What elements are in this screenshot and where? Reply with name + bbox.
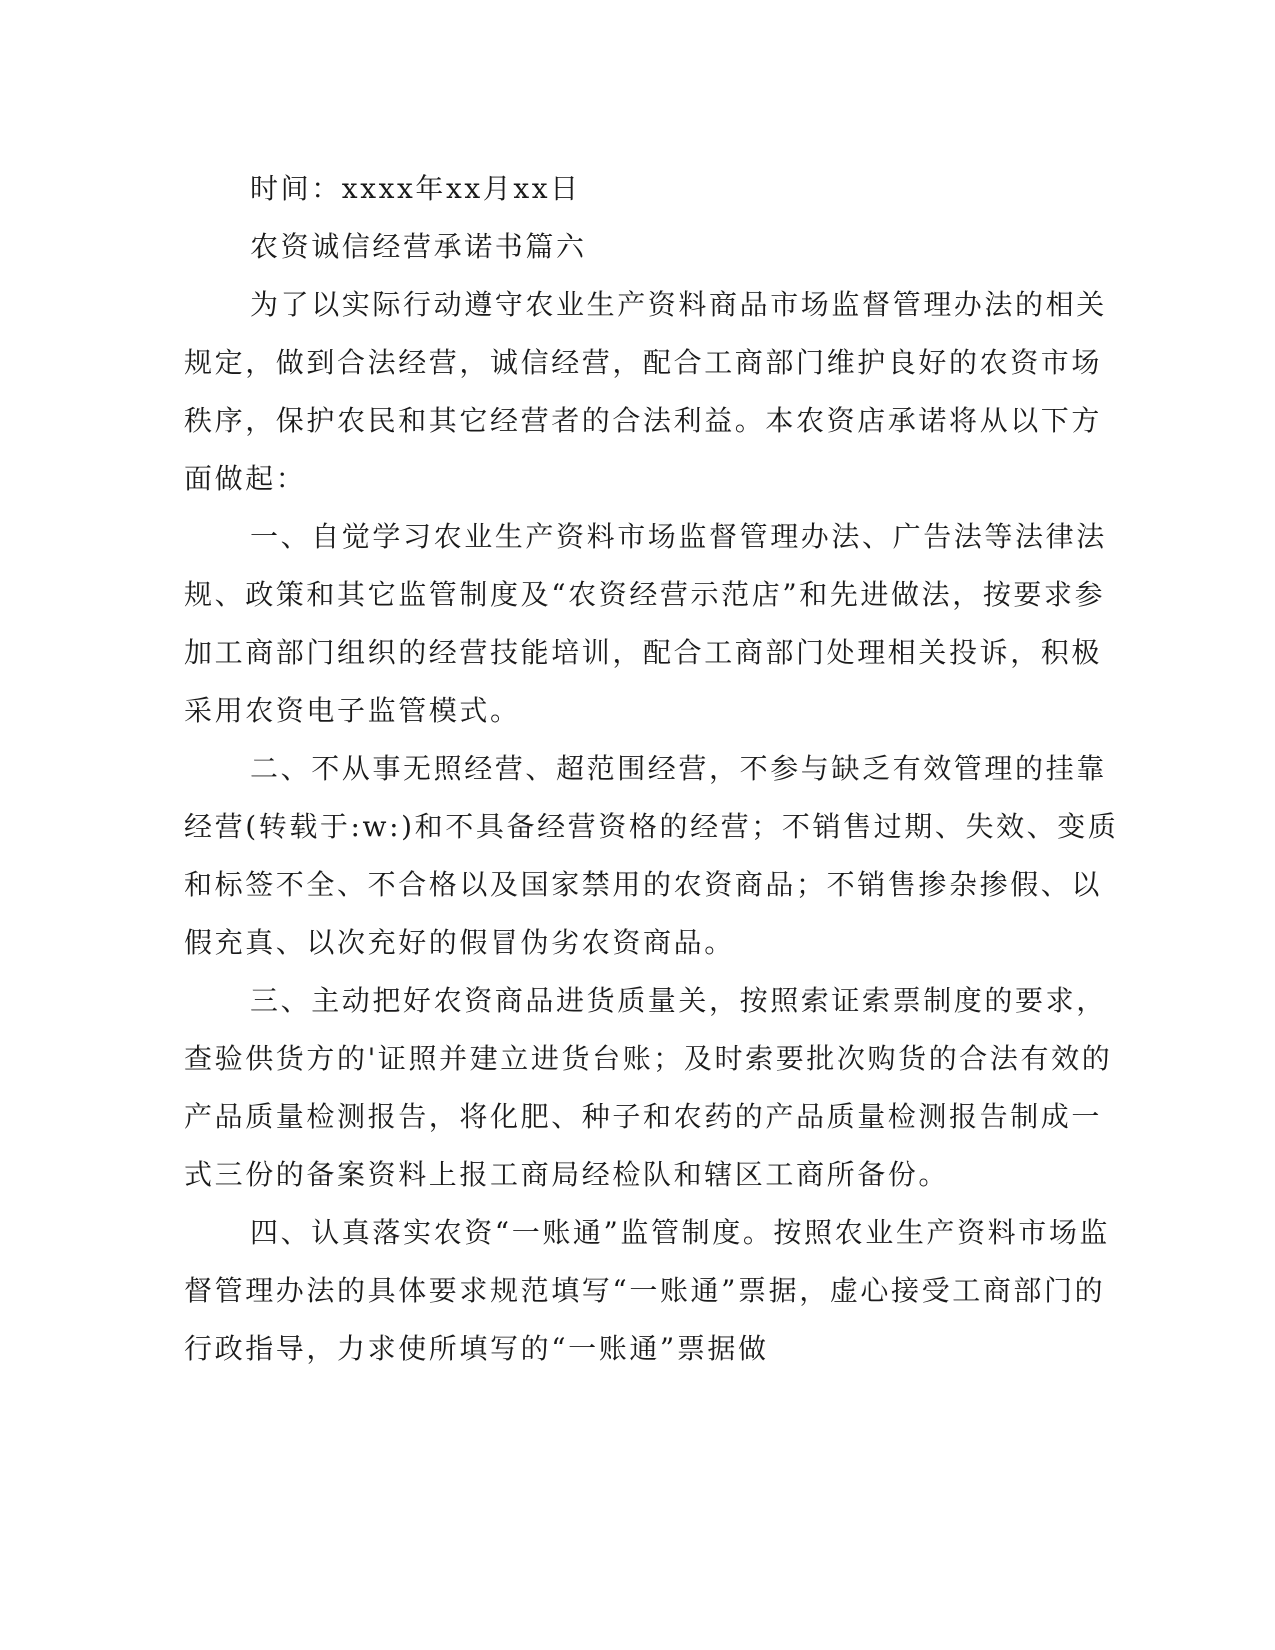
paragraph-line: 督管理办法的具体要求规范填写“一账通”票据，虚心接受工商部门的 <box>184 1274 1106 1307</box>
paragraph-line: 加工商部门组织的经营技能培训，配合工商部门处理相关投诉，积极 <box>184 636 1103 669</box>
paragraph-line: 二、不从事无照经营、超范围经营，不参与缺乏有效管理的挂靠 <box>250 752 1107 785</box>
paragraph-line: 产品质量检测报告，将化肥、种子和农药的产品质量检测报告制成一 <box>184 1100 1103 1133</box>
paragraph-line: 面做起： <box>184 462 307 495</box>
date-line: 时间：xxxx年xx月xx日 <box>250 172 581 205</box>
paragraph-line: 规定，做到合法经营，诚信经营，配合工商部门维护良好的农资市场 <box>184 346 1103 379</box>
paragraph-line: 式三份的备案资料上报工商局经检队和辖区工商所备份。 <box>184 1158 950 1191</box>
paragraph-line: 假充真、以次充好的假冒伪劣农资商品。 <box>184 926 735 959</box>
paragraph-line: 经营(转载于:w:)和不具备经营资格的经营；不销售过期、失效、变质 <box>184 810 1119 843</box>
paragraph-line: 为了以实际行动遵守农业生产资料商品市场监督管理办法的相关 <box>250 288 1107 321</box>
document-body <box>184 160 1119 1378</box>
paragraph-line: 采用农资电子监管模式。 <box>184 694 521 727</box>
paragraph-line: 秩序，保护农民和其它经营者的合法利益。本农资店承诺将从以下方 <box>184 404 1103 437</box>
paragraph-line: 查验供货方的'证照并建立进货台账；及时索要批次购货的合法有效的 <box>184 1042 1113 1075</box>
paragraph-line: 行政指导，力求使所填写的“一账通”票据做 <box>184 1332 769 1365</box>
paragraph-line: 和标签不全、不合格以及国家禁用的农资商品；不销售掺杂掺假、以 <box>184 868 1103 901</box>
paragraph-line: 一、自觉学习农业生产资料市场监督管理办法、广告法等法律法 <box>250 520 1107 553</box>
section-title: 农资诚信经营承诺书篇六 <box>250 230 587 263</box>
paragraph-line: 规、政策和其它监管制度及“农资经营示范店”和先进做法，按要求参 <box>184 578 1106 611</box>
paragraph-line: 三、主动把好农资商品进货质量关，按照索证索票制度的要求， <box>250 984 1107 1017</box>
paragraph-line: 四、认真落实农资“一账通”监管制度。按照农业生产资料市场监 <box>250 1216 1111 1249</box>
